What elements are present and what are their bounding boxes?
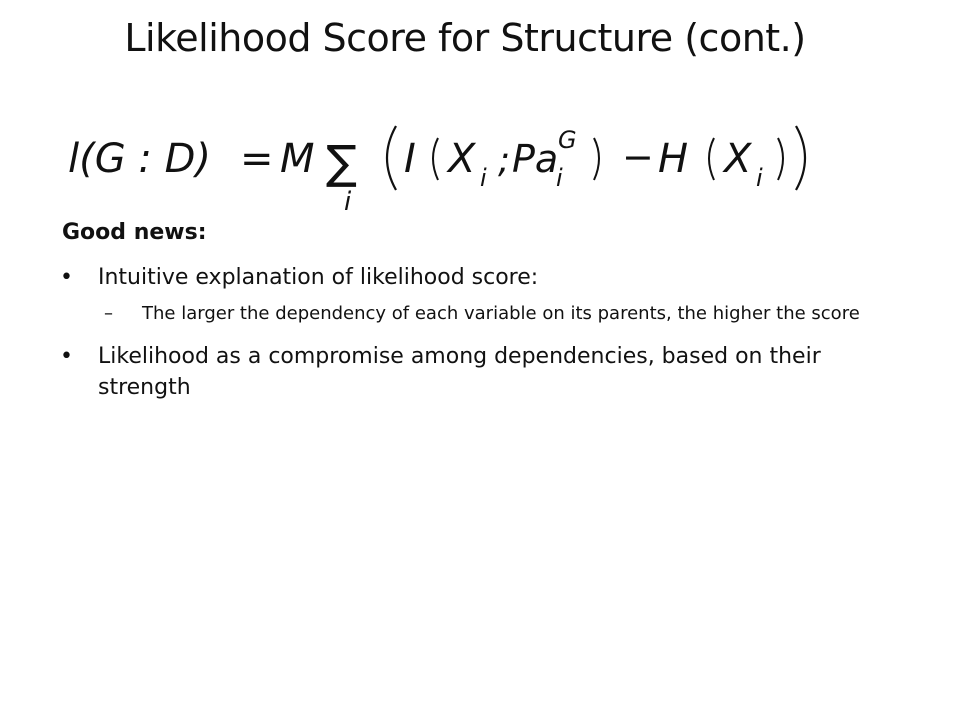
formula-sum-symbol: ∑ <box>326 135 357 189</box>
bullet-item-compromise <box>60 341 900 403</box>
formula-minus: − <box>622 135 654 179</box>
formula-close-paren-1 <box>594 138 599 180</box>
bullet-item-intuitive <box>60 262 900 327</box>
good-news-heading: Good news: <box>62 220 207 245</box>
bullet-text: Intuitive explanation of likelihood score: <box>98 265 539 290</box>
formula-separator: ; <box>498 140 511 181</box>
sub-bullet-text: The larger the dependency of each variable on its parents, the higher the score <box>142 303 860 324</box>
sub-bullet-item <box>98 301 900 327</box>
formula-index-2: i <box>556 164 563 192</box>
bullet-marker: • <box>60 265 73 290</box>
formula-multiplier: M <box>280 136 315 182</box>
formula-close-paren-2 <box>778 138 783 180</box>
formula-sum-index: i <box>344 187 352 217</box>
sub-bullet-marker: – <box>104 303 113 324</box>
bullet-list <box>60 262 900 403</box>
formula-equals: = <box>240 136 274 182</box>
sub-bullet-list <box>98 301 900 327</box>
formula-index-1: i <box>480 164 487 192</box>
formula-parents: Pa <box>512 137 559 181</box>
formula-open-paren-1 <box>433 138 438 180</box>
formula-open-paren-big <box>387 126 396 190</box>
bullet-text: Likelihood as a compromise among dependencies, based on their strength <box>98 344 821 400</box>
formula-open-paren-2 <box>709 138 714 180</box>
formula-mutual-info: I <box>404 136 416 182</box>
formula-variable-1: X <box>448 136 476 182</box>
formula-close-paren-big <box>796 126 805 190</box>
formula-index-3: i <box>756 164 763 192</box>
formula-entropy: H <box>658 136 689 182</box>
formula-parents-superscript: G <box>558 126 577 154</box>
formula-variable-2: X <box>724 136 752 182</box>
formula-svg <box>60 108 840 220</box>
bullet-marker: • <box>60 344 73 369</box>
likelihood-formula <box>60 108 840 220</box>
formula-lhs: l(G : D) <box>68 136 212 182</box>
slide-title: Likelihood Score for Structure (cont.) <box>124 16 806 60</box>
